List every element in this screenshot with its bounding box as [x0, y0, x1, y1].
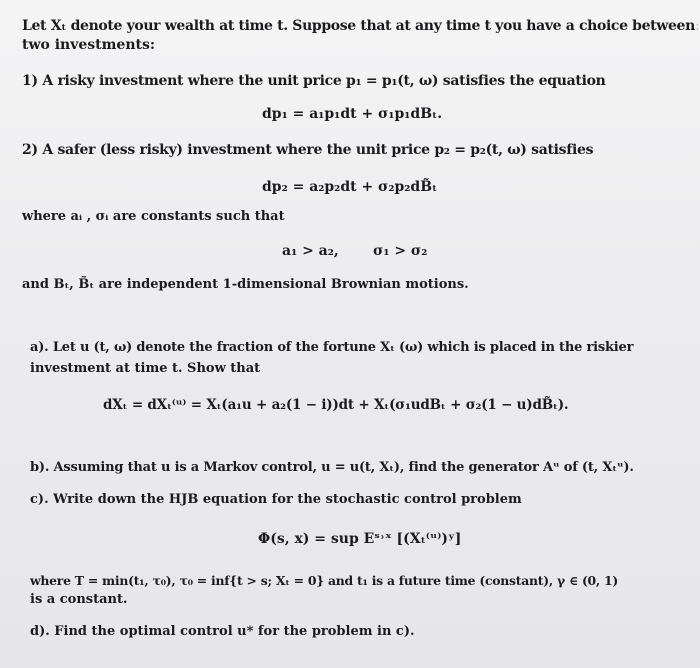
intro-line-2: two investments:: [22, 37, 156, 53]
part-a-equation: dXₜ = dXₜ⁽ᵘ⁾ = Xₜ(a₁u + a₂(1 − i))dt + Xₜ(σ₁udBₜ + σ₂(1 − u)dB̃ₜ).: [103, 397, 569, 413]
part-d-text: d). Find the optimal control u* for the problem in c).: [30, 624, 415, 639]
part-c-equation: Φ(s, x) = sup Eˢ˒ˣ [(Xₜ⁽ᵘ⁾)ʸ]: [258, 531, 462, 547]
inequality-sigma: σ₁ > σ₂: [373, 243, 428, 259]
part-b-text: b). Assuming that u is a Markov control, u = u(t, Xₜ), find the generator Aᵘ of (t, Xₜᵘ).: [30, 460, 634, 475]
constants-text: where aᵢ , σᵢ are constants such that: [22, 209, 285, 224]
item-2-equation: dp₂ = a₂p₂dt + σ₂p₂dB̃ₜ: [262, 179, 438, 195]
part-a-line-2: investment at time t. Show that: [30, 361, 261, 376]
item-2-text: 2) A safer (less risky) investment where the unit price p₂ = p₂(t, ω) satisfies: [22, 142, 594, 158]
part-c-where-line-2: is a constant.: [30, 592, 128, 607]
part-a-line-1: a). Let u (t, ω) denote the fraction of the fortune Xₜ (ω) which is placed in the riskier: [30, 340, 634, 355]
inequality-a: a₁ > a₂,: [282, 243, 339, 259]
item-1-equation: dp₁ = a₁p₁dt + σ₁p₁dBₜ.: [262, 106, 443, 122]
part-c-where-line-1: where T = min(t₁, τ₀), τ₀ = inf{t > s; Xₜ = 0} and t₁ is a future time (constant), γ ∈ (0, 1): [30, 573, 619, 588]
intro-line-1: Let Xₜ denote your wealth at time t. Suppose that at any time t you have a choice between:: [22, 18, 700, 34]
brownian-text: and Bₜ, B̃ₜ are independent 1-dimensional Brownian motions.: [22, 277, 469, 292]
part-c-text: c). Write down the HJB equation for the stochastic control problem: [30, 492, 522, 507]
item-1-text: 1) A risky investment where the unit price p₁ = p₁(t, ω) satisfies the equation: [22, 73, 606, 89]
